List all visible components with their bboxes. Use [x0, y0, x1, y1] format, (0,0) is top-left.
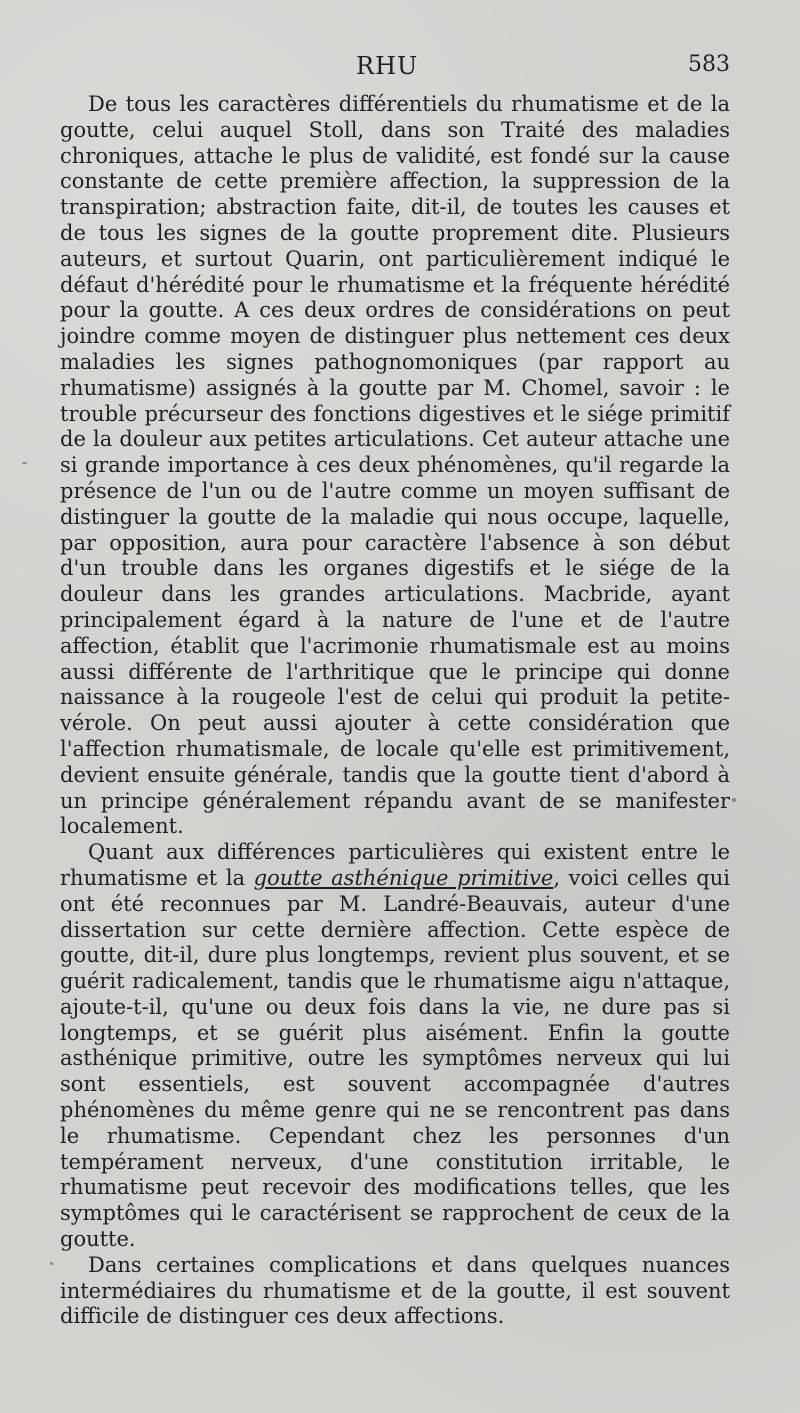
text-block [60, 92, 730, 1330]
italic-phrase-goutte-asthenique-primitive: goutte asthénique primitive [253, 865, 554, 890]
ink-spot [732, 798, 736, 802]
paragraph-2-before-italic: Quant aux différences particulières qui existent entre le rhumatisme et la [60, 840, 730, 890]
running-head: RHU [356, 52, 419, 80]
paragraph-1: De tous les caractères différentiels du rhumatisme et de la goutte, celui auquel Stoll, dans son Traité des maladies chroniques, attache le plus de validité, est fondé sur la cause constante de cette première affection, la suppression de la transpiration; abstraction faite, dit-il, de toutes les causes et de tous les signes de la goutte proprement dite. Plusieurs auteurs, et surtout Quarin, ont particulièrement indiqué le défaut d'hérédité pour le rhumatisme et la fréquente hérédité pour la goutte. A ces deux ordres de considérations on peut joindre comme moyen de distinguer plus nettement ces deux maladies les signes pathognomoniques (par rapport au rhumatisme) assignés à la goutte par M. Chomel, savoir : le trouble précurseur des fonctions digestives et le siége primitif de la douleur aux petites articulations. Cet auteur attache une si grande importance à ces deux phénomènes, qu'il regarde la présence de l'un ou de l'autre comme un moyen suffisant de distinguer la goutte de la maladie qui nous occupe, laquelle, par opposition, aura pour caractère l'absence à son début d'un trouble dans les organes digestifs et le siége de la douleur dans les grandes articulations. Macbride, ayant principalement égard à la nature de l'une et de l'autre affection, établit que l'acrimonie rhumatismale est au moins aussi différente de l'arthritique que le principe qui donne naissance à la rougeole l'est de celui qui produit la petite-vérole. On peut aussi ajouter à cette considération que l'affection rhumatismale, de locale qu'elle est primitivement, devient ensuite générale, tandis que la goutte tient d'abord à un principe généralement répandu avant de se manifester localement. [60, 92, 730, 839]
paragraph-3: Dans certaines complications et dans quelques nuances intermédiaires du rhumatisme et de la goutte, il est souvent difficile de distinguer ces deux affections. [60, 1252, 730, 1329]
page-number: 583 [688, 52, 730, 77]
paragraph-2 [60, 840, 730, 1253]
ink-spot [50, 1262, 53, 1265]
page-header [0, 52, 800, 92]
paragraph-2-after-italic: , voici celles qui ont été reconnues par M. Landré-Beauvais, auteur d'une dissertation sur cette dernière affection. Cette espèce de goutte, dit-il, dure plus longtemps, revient plus souvent, et se guérit radicalement, tandis que le rhumatisme aigu n'attaque, ajoute-t-il, qu'une ou deux fois dans la vie, ne dure pas si longtemps, et se guérit plus aisément. Enfin la goutte asthénique primitive, outre les symptômes nerveux qui lui sont essentiels, est souvent accompagnée d'autres phénomènes du même genre qui ne se rencontrent pas dans le rhumatisme. Cependant chez les personnes d'un tempérament nerveux, d'une constitution irritable, le rhumatisme peut recevoir des modifications telles, que les symptômes qui le caractérisent se rapprochent de ceux de la goutte. [60, 865, 730, 1252]
ink-spot [22, 462, 27, 464]
